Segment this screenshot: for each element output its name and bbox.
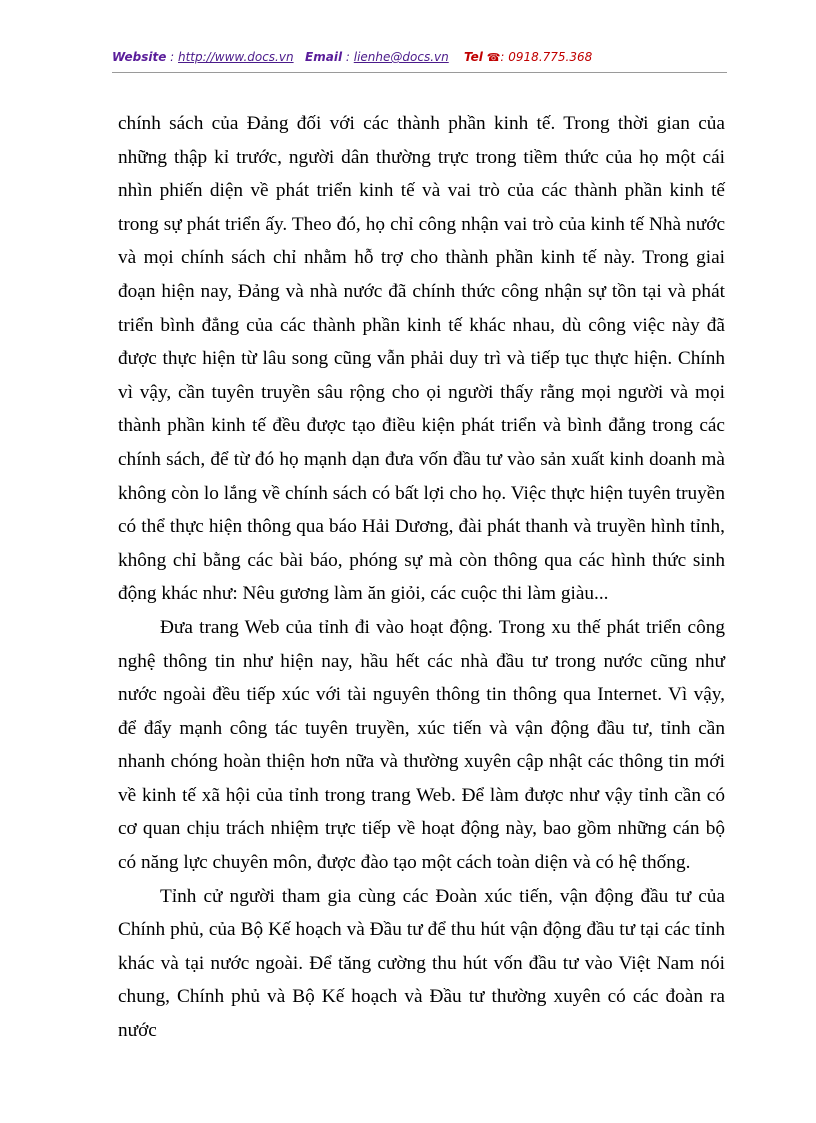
header-divider xyxy=(112,72,727,73)
website-link[interactable]: http://www.docs.vn xyxy=(178,50,294,64)
website-label: Website xyxy=(112,50,167,64)
phone-number: : 0918.775.368 xyxy=(500,50,593,64)
document-body xyxy=(118,107,725,1048)
paragraph-1: chính sách của Đảng đối với các thành phần kinh tế. Trong thời gian của những thập kỉ trước, người dân thường trực trong tiềm thức của họ một cái nhìn phiến diện về phát triển kinh tế và vai trò của các thành phần kinh tế trong sự phát triển ấy. Theo đó, họ chỉ công nhận vai trò của kinh tế Nhà nước và mọi chính sách chỉ nhằm hỗ trợ cho thành phần kinh tế này. Trong giai đoạn hiện nay, Đảng và nhà nước đã chính thức công nhận sự tồn tại và phát triển bình đẳng của các thành phần kinh tế khác nhau, dù công việc này đã được thực hiện từ lâu song cũng vẫn phải duy trì và tiếp tục thực hiện. Chính vì vậy, cần tuyên truyền sâu rộng cho ọi người thấy rằng mọi người và mọi thành phần kinh tế đều được tạo điều kiện phát triển và bình đẳng trong các chính sách, để từ đó họ mạnh dạn đưa vốn đầu tư vào sản xuất kinh doanh mà không còn lo lắng về chính sách có bất lợi cho họ. Việc thực hiện tuyên truyền có thể thực hiện thông qua báo Hải Dương, đài phát thanh và truyền hình tỉnh, không chỉ bằng các bài báo, phóng sự mà còn thông qua các hình thức sinh động khác như: Nêu gương làm ăn giỏi, các cuộc thi làm giàu... xyxy=(118,113,725,605)
header-separator: : xyxy=(342,50,354,64)
email-link[interactable]: lienhe@docs.vn xyxy=(353,50,449,64)
email-label: Email xyxy=(305,50,343,64)
paragraph-3: Tỉnh cử người tham gia cùng các Đoàn xúc tiến, vận động đầu tư của Chính phủ, của Bộ Kế hoạch và Đầu tư để thu hút vận động đầu tư tại các tỉnh khác và tại nước ngoài. Để tăng cường thu hút vốn đầu tư vào Việt Nam nói chung, Chính phủ và Bộ Kế hoạch và Đầu tư thường xuyên có các đoàn ra nước xyxy=(118,885,725,1042)
paragraph-2: Đưa trang Web của tỉnh đi vào hoạt động. Trong xu thế phát triển công nghệ thông tin như hiện nay, hầu hết các nhà đầu tư trong nước cũng như nước ngoài đều tiếp xúc với tài nguyên thông tin thông qua Internet. Vì vậy, để đẩy mạnh công tác tuyên truyền, xúc tiến và vận động đầu tư, tỉnh cần nhanh chóng hoàn thiện hơn nữa và thường xuyên cập nhật các thông tin mới về kinh tế xã hội của tỉnh trong trang Web. Để làm được như vậy tỉnh cần có cơ quan chịu trách nhiệm trực tiếp về hoạt động này, bao gồm những cán bộ có năng lực chuyên môn, được đào tạo một cách toàn diện và có hệ thống. xyxy=(118,616,725,874)
phone-icon: ☎ xyxy=(486,51,501,64)
tel-label: Tel xyxy=(464,50,483,64)
header-separator: : xyxy=(166,50,178,64)
page-header xyxy=(112,50,712,72)
